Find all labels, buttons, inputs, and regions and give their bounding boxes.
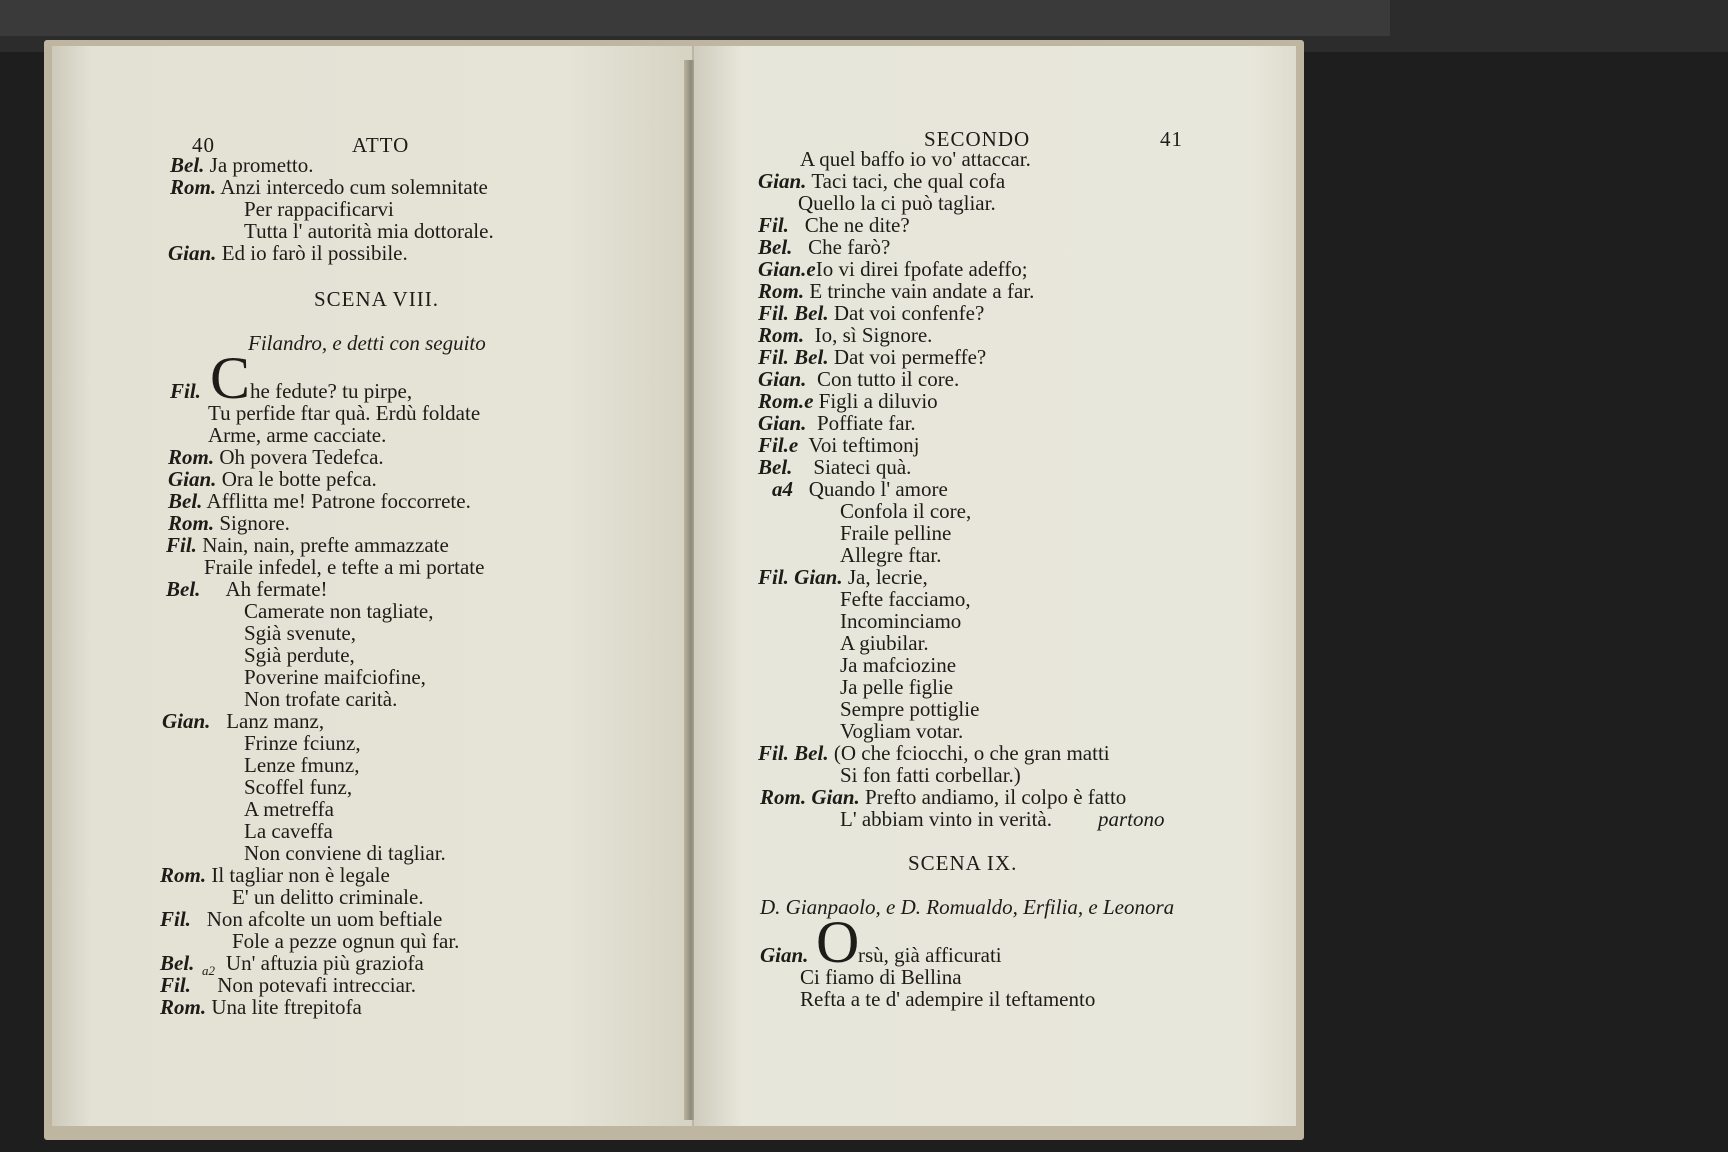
verse-text: Allegre ftar. bbox=[840, 543, 942, 567]
verse-text: Si fon fatti corbellar.) bbox=[840, 763, 1021, 787]
verse-text: Io, sì Signore. bbox=[814, 323, 933, 347]
scene-heading: SCENA IX. bbox=[908, 851, 1018, 875]
verse-line bbox=[160, 952, 424, 974]
speaker-label: Rom. Gian. bbox=[760, 785, 860, 809]
verse-line bbox=[772, 478, 948, 500]
verse-line-initial bbox=[760, 944, 808, 966]
verse-text: Non afcolte un uom beftiale bbox=[206, 907, 443, 931]
drop-cap: C bbox=[210, 345, 251, 411]
verse-line bbox=[244, 842, 446, 864]
verse-text: Lenze fmunz, bbox=[244, 753, 360, 777]
background-strip bbox=[0, 0, 1390, 36]
verse-line bbox=[760, 786, 1126, 808]
verse-line bbox=[840, 698, 979, 720]
speaker-label: Rom. bbox=[758, 279, 805, 303]
verse-text: Taci taci, che qual cofa bbox=[811, 169, 1006, 193]
verse-line bbox=[244, 644, 355, 666]
verse-text: Oh povera Tedefca. bbox=[219, 445, 384, 469]
verse-text: rsù, già afficurati bbox=[858, 943, 1002, 967]
verse-line bbox=[168, 490, 471, 512]
verse-text: Confola il core, bbox=[840, 499, 972, 523]
speaker-label: Fil. bbox=[160, 907, 191, 931]
verse-text: Il tagliar non è legale bbox=[211, 863, 390, 887]
verse-text: Sempre pottiglie bbox=[840, 697, 980, 721]
verse-text: Poffiate far. bbox=[816, 411, 916, 435]
verse-line bbox=[798, 192, 996, 214]
verse-line bbox=[244, 798, 334, 820]
verse-text: Ja, lecrie, bbox=[847, 565, 928, 589]
verse-text: Signore. bbox=[219, 511, 290, 535]
verse-line bbox=[160, 908, 442, 930]
verse-text: Frinze fciunz, bbox=[244, 731, 361, 755]
verse-line bbox=[758, 390, 938, 412]
speaker-label: Gian. bbox=[758, 367, 807, 391]
verse-text: Io vi direi fpofate adeffo; bbox=[815, 257, 1028, 281]
verse-text: Non conviene di tagliar. bbox=[244, 841, 446, 865]
verse-text: Ah fermate! bbox=[225, 577, 328, 601]
verse-text: Per rappacificarvi bbox=[244, 197, 394, 221]
speaker-label: Bel. bbox=[160, 951, 195, 975]
speaker-label: Rom. bbox=[170, 175, 217, 199]
verse-text: Scoffel funz, bbox=[244, 775, 353, 799]
verse-text: Un' aftuzia più graziofa bbox=[225, 951, 424, 975]
speaker-label: Fil. bbox=[166, 533, 197, 557]
speaker-label: Bel. bbox=[758, 235, 793, 259]
scene-heading: SCENA VIII. bbox=[314, 287, 439, 311]
speaker-label: Bel. bbox=[758, 455, 793, 479]
verse-text: Ora le botte pefca. bbox=[221, 467, 377, 491]
verse-line bbox=[168, 446, 384, 468]
verse-text: Fole a pezze ognun quì far. bbox=[232, 929, 460, 953]
speaker-label: Bel. bbox=[170, 153, 205, 177]
verse-line bbox=[840, 610, 961, 632]
verse-line bbox=[758, 236, 890, 258]
speaker-label: Fil. bbox=[758, 213, 789, 237]
verse-line bbox=[758, 456, 911, 478]
verse-line bbox=[244, 820, 333, 842]
verse-text: A metreffa bbox=[244, 797, 334, 821]
speaker-label: Gian. bbox=[758, 411, 807, 435]
a2-marker: a2 bbox=[202, 963, 215, 978]
speaker-label: Rom. bbox=[168, 511, 215, 535]
verse-line bbox=[758, 346, 986, 368]
verse-line bbox=[232, 930, 459, 952]
left-page bbox=[52, 46, 692, 1126]
verse-line bbox=[232, 886, 424, 908]
verse-line bbox=[244, 732, 361, 754]
verse-text: E trinche vain andate a far. bbox=[809, 279, 1035, 303]
verse-line bbox=[244, 666, 426, 688]
verse-line bbox=[800, 966, 962, 988]
verse-text: Lanz manz, bbox=[226, 709, 325, 733]
page-number: 40 bbox=[192, 133, 215, 157]
verse-text: Una lite ftrepitofa bbox=[211, 995, 362, 1019]
verse-text: Ja prometto. bbox=[209, 153, 314, 177]
speaker-label: Gian. bbox=[168, 467, 217, 491]
verse-text: Anzi intercedo cum solemnitate bbox=[220, 175, 488, 199]
verse-text: Nain, nain, prefte ammazzate bbox=[202, 533, 449, 557]
verse-line bbox=[800, 148, 1031, 170]
verse-line bbox=[244, 600, 434, 622]
right-page bbox=[694, 46, 1296, 1126]
verse-text: Fraile pelline bbox=[840, 521, 952, 545]
speaker-label: Rom.e bbox=[758, 389, 814, 413]
speaker-label: Rom. bbox=[168, 445, 215, 469]
verse-text: Quando l' amore bbox=[808, 477, 948, 501]
verse-line bbox=[758, 280, 1034, 302]
stage-direction: Filandro, e detti con seguito bbox=[248, 331, 486, 355]
verse-text: A giubilar. bbox=[840, 631, 929, 655]
verse-text: Non potevafi intrecciar. bbox=[217, 973, 417, 997]
speaker-label: Gian.e bbox=[758, 257, 816, 281]
verse-line bbox=[244, 688, 397, 710]
open-book bbox=[44, 40, 1304, 1140]
exit-direction: partono bbox=[1098, 807, 1165, 831]
verse-text: Prefto andiamo, il colpo è fatto bbox=[865, 785, 1127, 809]
verse-line bbox=[160, 864, 390, 886]
verse-text: Siateci quà. bbox=[813, 455, 912, 479]
verse-line bbox=[840, 764, 1021, 786]
speaker-label: Gian. bbox=[758, 169, 807, 193]
verse-line bbox=[244, 220, 494, 242]
verse-text: Arme, arme cacciate. bbox=[208, 423, 387, 447]
verse-line bbox=[162, 710, 324, 732]
speaker-label: Fil. Bel. bbox=[758, 741, 829, 765]
verse-line bbox=[170, 176, 488, 198]
verse-text: Con tutto il core. bbox=[816, 367, 960, 391]
verse-line bbox=[758, 302, 984, 324]
verse-line bbox=[204, 556, 484, 578]
verse-line bbox=[758, 170, 1005, 192]
speaker-label: Gian. bbox=[168, 241, 217, 265]
speaker-label: Fil. bbox=[170, 379, 201, 403]
verse-text: Che ne dite? bbox=[804, 213, 910, 237]
verse-line bbox=[840, 500, 971, 522]
verse-line bbox=[840, 632, 929, 654]
verse-text: Voi teftimonj bbox=[808, 433, 920, 457]
verse-text: Vogliam votar. bbox=[840, 719, 964, 743]
verse-line bbox=[244, 198, 394, 220]
running-head: ATTO bbox=[352, 133, 410, 157]
verse-text: Fefte facciamo, bbox=[840, 587, 971, 611]
speaker-label: Gian. bbox=[162, 709, 211, 733]
verse-line bbox=[208, 424, 386, 446]
speaker-label: Fil. Gian. bbox=[758, 565, 843, 589]
speaker-label: Bel. bbox=[166, 577, 201, 601]
page-number: 41 bbox=[1160, 127, 1183, 151]
verse-text: Dat voi confenfe? bbox=[833, 301, 985, 325]
verse-line bbox=[244, 622, 356, 644]
verse-text: A quel baffo io vo' attaccar. bbox=[800, 147, 1031, 171]
verse-line bbox=[840, 676, 953, 698]
verse-text: Tutta l' autorità mia dottorale. bbox=[244, 219, 494, 243]
verse-text: Sgià perdute, bbox=[244, 643, 355, 667]
verse-line bbox=[160, 996, 362, 1018]
verse-text: Incominciamo bbox=[840, 609, 962, 633]
verse-line bbox=[758, 742, 1110, 764]
verse-text: Ja mafciozine bbox=[840, 653, 957, 677]
verse-line bbox=[168, 242, 408, 264]
verse-line bbox=[758, 434, 919, 456]
speaker-label: Bel. bbox=[168, 489, 203, 513]
speaker-label: Fil. Bel. bbox=[758, 301, 829, 325]
verse-line bbox=[244, 754, 359, 776]
verse-line bbox=[840, 544, 941, 566]
speaker-label: Rom. bbox=[160, 863, 207, 887]
speaker-label: Rom. bbox=[160, 995, 207, 1019]
verse-text: (O che fciocchi, o che gran matti bbox=[833, 741, 1110, 765]
speaker-label: Fil.e bbox=[758, 433, 799, 457]
verse-text: Ja pelle figlie bbox=[840, 675, 954, 699]
verse-line bbox=[208, 402, 480, 424]
verse-text: Non trofate carità. bbox=[244, 687, 398, 711]
verse-text: Fraile infedel, e tefte a mi portate bbox=[204, 555, 485, 579]
verse-line bbox=[166, 578, 328, 600]
speaker-label: Rom. bbox=[758, 323, 805, 347]
verse-text: Che farò? bbox=[808, 235, 891, 259]
verse-text: Camerate non tagliate, bbox=[244, 599, 434, 623]
verse-line bbox=[166, 534, 449, 556]
verse-line bbox=[758, 324, 932, 346]
verse-text: Ci fiamo di Bellina bbox=[800, 965, 962, 989]
verse-line bbox=[840, 588, 971, 610]
verse-text: Poverine maifciofine, bbox=[244, 665, 426, 689]
verse-line bbox=[244, 776, 352, 798]
verse-line bbox=[840, 808, 1052, 830]
verse-line bbox=[758, 566, 928, 588]
verse-text: Sgià svenute, bbox=[244, 621, 356, 645]
verse-line bbox=[168, 512, 290, 534]
drop-cap: O bbox=[816, 909, 860, 975]
verse-text: E' un delitto criminale. bbox=[232, 885, 424, 909]
verse-text: Tu perfide ftar quà. Erdù foldate bbox=[208, 401, 481, 425]
speaker-label: Fil. Bel. bbox=[758, 345, 829, 369]
verse-text: La caveffa bbox=[244, 819, 333, 843]
verse-line bbox=[800, 988, 1095, 1010]
verse-line bbox=[758, 412, 916, 434]
verse-text: he fedute? tu pirpe, bbox=[250, 379, 413, 403]
verse-line bbox=[758, 368, 959, 390]
verse-text: Dat voi permeffe? bbox=[833, 345, 987, 369]
verse-line-initial bbox=[170, 380, 201, 402]
stage-direction: D. Gianpaolo, e D. Romualdo, Erfilia, e Leonora bbox=[760, 895, 1175, 919]
verse-line bbox=[160, 974, 416, 996]
verse-line bbox=[840, 522, 951, 544]
verse-text: Afflitta me! Patrone foccorrete. bbox=[206, 489, 471, 513]
verse-text: Figli a diluvio bbox=[818, 389, 938, 413]
verse-text: L' abbiam vinto in verità. bbox=[840, 807, 1052, 831]
speaker-label: Gian. bbox=[760, 943, 809, 967]
verse-text: Ed io farò il possibile. bbox=[221, 241, 408, 265]
verse-text: Quello la ci può tagliar. bbox=[798, 191, 996, 215]
verse-line bbox=[840, 720, 963, 742]
verse-line bbox=[758, 258, 1028, 280]
verse-line bbox=[758, 214, 910, 236]
verse-text: Refta a te d' adempire il teftamento bbox=[800, 987, 1096, 1011]
running-head: SECONDO bbox=[924, 127, 1031, 151]
verse-line bbox=[170, 154, 313, 176]
verse-line bbox=[840, 654, 956, 676]
verse-line bbox=[168, 468, 377, 490]
speaker-label: a4 bbox=[772, 477, 793, 501]
speaker-label: Fil. bbox=[160, 973, 191, 997]
